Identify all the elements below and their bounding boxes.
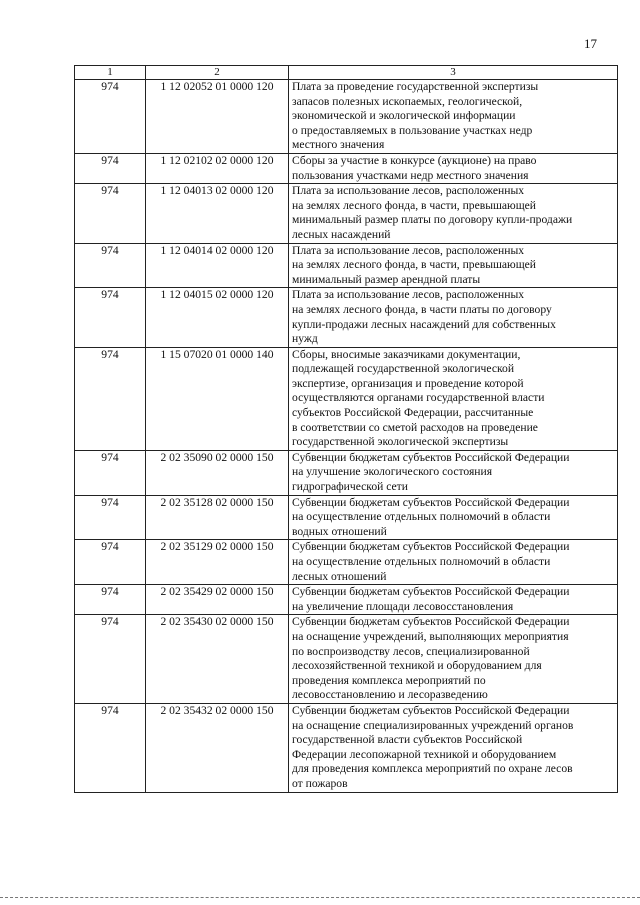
- page-number: 17: [584, 36, 597, 51]
- header-col-2: 2: [146, 66, 289, 80]
- table-row: [75, 615, 618, 704]
- description-line: Плата за использование лесов, расположенных: [292, 243, 525, 257]
- description-line: на осуществление отдельных полномочий в области: [292, 510, 551, 524]
- description-line: экспертизе, организация и проведение которой: [292, 376, 524, 390]
- description-line: Субвенции бюджетам субъектов Российской Федерации: [292, 703, 570, 717]
- description-cell: [289, 703, 618, 792]
- table-row: [75, 495, 618, 540]
- budget-code-cell: 1 12 02102 02 0000 120: [146, 153, 289, 183]
- description-line: Субвенции бюджетам субъектов Российской Федерации: [292, 450, 570, 464]
- description-cell: [289, 585, 618, 615]
- table-row: [75, 703, 618, 792]
- description-line: запасов полезных ископаемых, геологической,: [292, 94, 523, 108]
- budget-code-cell: 2 02 35128 02 0000 150: [146, 495, 289, 540]
- admin-code-cell: 974: [75, 184, 146, 243]
- admin-code-cell: 974: [75, 450, 146, 495]
- description-line: водных отношений: [292, 524, 387, 538]
- description-line: государственной экологической экспертизы: [292, 435, 509, 449]
- description-cell: [289, 243, 618, 288]
- description-cell: [289, 347, 618, 450]
- description-line: минимальный размер платы по договору купли-продажи: [292, 213, 573, 227]
- description-line: нужд: [292, 332, 318, 346]
- description-line: на землях лесного фонда, в части, превышающей: [292, 198, 536, 212]
- description-line: субъектов Российской Федерации, рассчитанные: [292, 406, 534, 420]
- description-line: о предоставляемых в пользование участках недр: [292, 123, 533, 137]
- description-cell: [289, 288, 618, 347]
- admin-code-cell: 974: [75, 495, 146, 540]
- table-row: [75, 540, 618, 585]
- description-line: Плата за использование лесов, расположенных: [292, 184, 525, 198]
- admin-code-cell: 974: [75, 585, 146, 615]
- description-line: на землях лесного фонда, в части, превышающей: [292, 258, 536, 272]
- budget-code-cell: 1 12 04014 02 0000 120: [146, 243, 289, 288]
- budget-code-cell: 2 02 35129 02 0000 150: [146, 540, 289, 585]
- description-cell: [289, 80, 618, 154]
- description-line: осуществляются органами государственной власти: [292, 391, 545, 405]
- admin-code-cell: 974: [75, 288, 146, 347]
- budget-code-cell: 1 12 04013 02 0000 120: [146, 184, 289, 243]
- table-row: [75, 288, 618, 347]
- budget-code-cell: 2 02 35430 02 0000 150: [146, 615, 289, 704]
- description-line: пользования участками недр местного значения: [292, 168, 529, 182]
- budget-code-cell: 2 02 35090 02 0000 150: [146, 450, 289, 495]
- description-line: местного значения: [292, 138, 385, 152]
- description-cell: [289, 615, 618, 704]
- description-line: на увеличение площади лесовосстановления: [292, 599, 514, 613]
- description-line: на улучшение экологического состояния: [292, 465, 493, 479]
- budget-code-cell: 2 02 35432 02 0000 150: [146, 703, 289, 792]
- budget-code-cell: 1 12 02052 01 0000 120: [146, 80, 289, 154]
- description-line: Субвенции бюджетам субъектов Российской Федерации: [292, 540, 570, 554]
- table-row: [75, 585, 618, 615]
- description-line: для проведения комплекса мероприятий по охране лесов: [292, 762, 573, 776]
- description-line: Субвенции бюджетам субъектов Российской Федерации: [292, 615, 570, 629]
- bottom-scan-edge: [0, 897, 640, 899]
- description-line: на оснащение учреждений, выполняющих мероприятия: [292, 629, 569, 643]
- table-row: [75, 243, 618, 288]
- description-cell: [289, 495, 618, 540]
- admin-code-cell: 974: [75, 80, 146, 154]
- budget-code-cell: 2 02 35429 02 0000 150: [146, 585, 289, 615]
- description-line: Сборы, вносимые заказчиками документации,: [292, 347, 521, 361]
- description-line: от пожаров: [292, 776, 348, 790]
- admin-code-cell: 974: [75, 347, 146, 450]
- header-col-1: 1: [75, 66, 146, 80]
- description-line: подлежащей государственной экологической: [292, 362, 515, 376]
- description-cell: [289, 450, 618, 495]
- description-line: Федерации лесопожарной техникой и оборудованием: [292, 747, 557, 761]
- budget-code-cell: 1 12 04015 02 0000 120: [146, 288, 289, 347]
- description-line: лесовосстановлению и лесоразведению: [292, 688, 488, 702]
- table-row: [75, 80, 618, 154]
- description-line: купли-продажи лесных насаждений для собственных: [292, 317, 556, 331]
- description-line: Субвенции бюджетам субъектов Российской Федерации: [292, 495, 570, 509]
- income-codes-table: [74, 65, 618, 793]
- description-line: Плата за использование лесов, расположенных: [292, 288, 525, 302]
- description-line: проведения комплекса мероприятий по: [292, 673, 486, 687]
- description-line: минимальный размер арендной платы: [292, 272, 481, 286]
- header-col-3: 3: [289, 66, 618, 80]
- description-line: на осуществление отдельных полномочий в области: [292, 555, 551, 568]
- table-row: [75, 347, 618, 450]
- table-row: [75, 184, 618, 243]
- description-line: по воспроизводству лесов, специализированной: [292, 644, 530, 658]
- admin-code-cell: 974: [75, 703, 146, 792]
- budget-code-cell: 1 15 07020 01 0000 140: [146, 347, 289, 450]
- description-line: лесных отношений: [292, 569, 387, 583]
- table-header-row: [75, 66, 618, 80]
- description-line: на землях лесного фонда, в части платы по договору: [292, 302, 552, 316]
- description-line: на оснащение специализированных учреждений органов: [292, 718, 574, 732]
- admin-code-cell: 974: [75, 243, 146, 288]
- table-row: [75, 153, 618, 183]
- description-cell: [289, 153, 618, 183]
- description-line: лесных насаждений: [292, 227, 391, 241]
- description-line: Плата за проведение государственной экспертизы: [292, 80, 539, 93]
- description-line: гидрографической сети: [292, 480, 408, 494]
- description-line: Сборы за участие в конкурсе (аукционе) на право: [292, 153, 537, 167]
- description-line: государственной власти субъектов Российской: [292, 733, 523, 747]
- description-line: в соответствии со сметой расходов на проведение: [292, 420, 538, 434]
- description-line: лесохозяйственной техникой и оборудованием для: [292, 659, 542, 673]
- description-cell: [289, 540, 618, 585]
- description-line: экономической и экологической информации: [292, 109, 516, 123]
- admin-code-cell: 974: [75, 153, 146, 183]
- admin-code-cell: 974: [75, 615, 146, 704]
- description-cell: [289, 184, 618, 243]
- description-line: Субвенции бюджетам субъектов Российской Федерации: [292, 585, 570, 599]
- table-row: [75, 450, 618, 495]
- admin-code-cell: 974: [75, 540, 146, 585]
